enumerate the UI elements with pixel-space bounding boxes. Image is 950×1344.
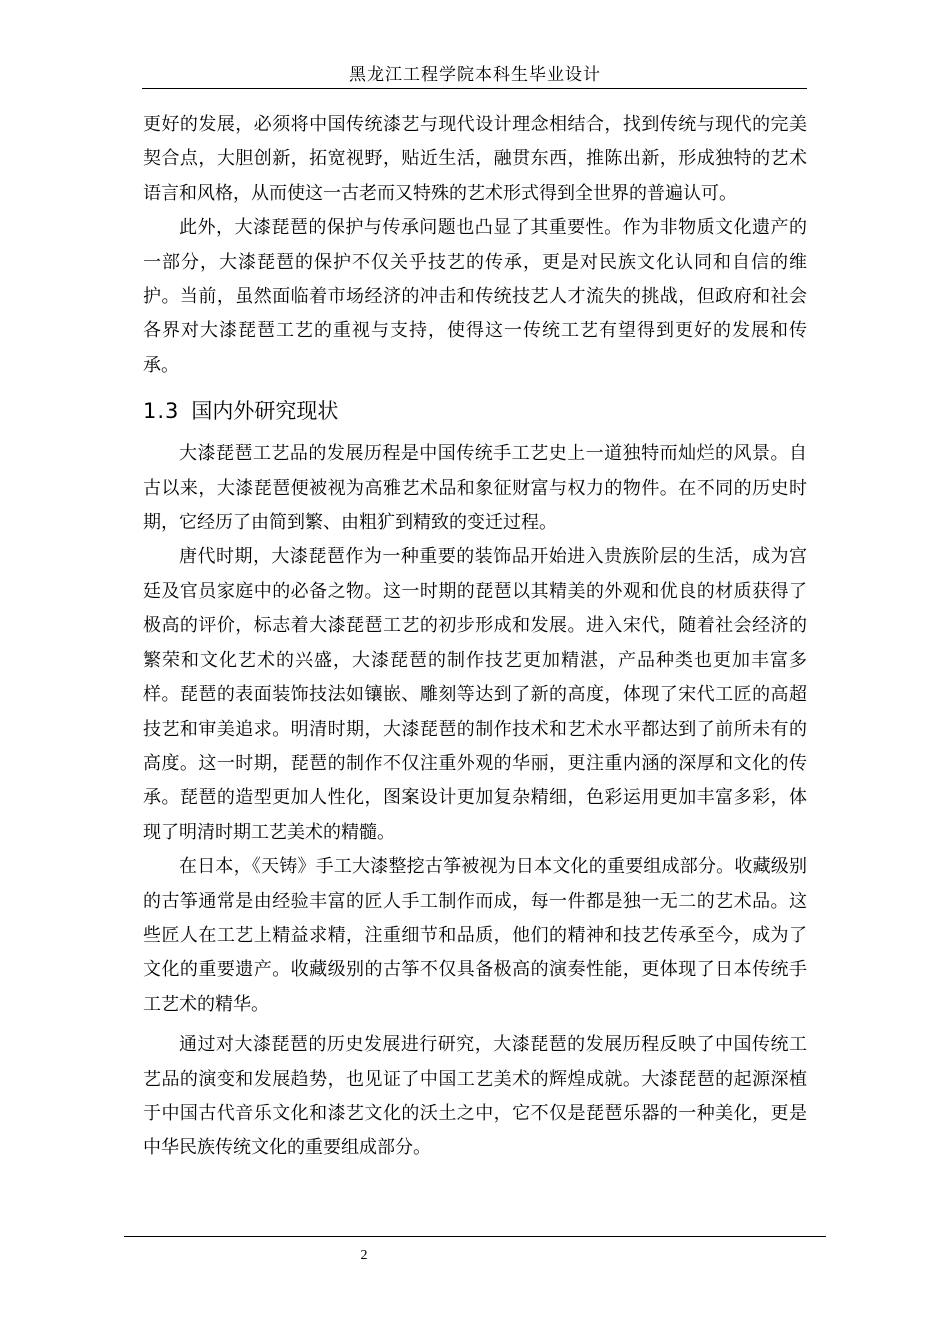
page-number: 2 xyxy=(360,1248,368,1263)
section-number: 1.3 xyxy=(143,399,180,424)
section-heading xyxy=(143,393,807,429)
paragraph-preservation: 此外，大漆琵琶的保护与传承问题也凸显了其重要性。作为非物质文化遗产的一部分，大漆琵琶的保护不仅关乎技艺的传承，更是对民族文化认同和自信的维护。当前，虽然面临着市场经济的冲击和传统技艺人才流失的挑战，但政府和社会各界对大漆琵琶工艺的重视与支持，使得这一传统工艺有望得到更好的发展和传承。 xyxy=(143,217,807,376)
footer-rule xyxy=(124,1236,826,1237)
paragraph-continued: 更好的发展，必须将中国传统漆艺与现代设计理念相结合，找到传统与现代的完美契合点，大胆创新，拓宽视野，贴近生活，融贯东西，推陈出新，形成独特的艺术语言和风格，从而使这一古老而又特殊的艺术形式得到全世界的普遍认可。 xyxy=(143,114,807,204)
paragraph-history-overview: 大漆琵琶工艺品的发展历程是中国传统手工艺史上一道独特而灿烂的风景。自古以来，大漆琵琶便被视为高雅艺术品和象征财富与权力的物件。在不同的历史时期，它经历了由简到繁、由粗犷到精致的变迁过程。 xyxy=(143,443,807,534)
running-header-title: 黑龙江工程学院本科生毕业设计 xyxy=(349,65,601,85)
paragraph-conclusion: 通过对大漆琵琶的历史发展进行研究，大漆琵琶的发展历程反映了中国传统工艺品的演变和发展趋势，也见证了中国工艺美术的辉煌成就。大漆琵琶的起源深植于中国古代音乐文化和漆艺文化的沃土之中，它不仅是琵琶乐器的一种美化，更是中华民族传统文化的重要组成部分。 xyxy=(143,1034,807,1159)
body-text xyxy=(143,108,807,1166)
header-rule xyxy=(142,88,807,89)
paragraph-japan: 在日本，《天铸》手工大漆整挖古筝被视为日本文化的重要组成部分。收藏级别的古筝通常是由经验丰富的匠人手工制作而成，每一件都是独一无二的艺术品。这些匠人在工艺上精益求精，注重细节和品质，他们的精神和技艺传承至今，成为了文化的重要遗产。收藏级别的古筝不仅具备极高的演奏性能，更体现了日本传统手工艺术的精华。 xyxy=(143,856,807,1015)
section-title: 国内外研究现状 xyxy=(191,399,339,424)
paragraph-dynasties: 唐代时期，大漆琵琶作为一种重要的装饰品开始进入贵族阶层的生活，成为宫廷及官员家庭中的必备之物。这一时期的琵琶以其精美的外观和优良的材质获得了极高的评价，标志着大漆琵琶工艺的初步形成和发展。进入宋代，随着社会经济的繁荣和文化艺术的兴盛，大漆琵琶的制作技艺更加精湛，产品种类也更加丰富多样。琵琶的表面装饰技法如镶嵌、雕刻等达到了新的高度，体现了宋代工匠的高超技艺和审美追求。明清时期，大漆琵琶的制作技术和艺术水平都达到了前所未有的高度。这一时期，琵琶的制作不仅注重外观的华丽，更注重内涵的深厚和文化的传承。琵琶的造型更加人性化，图案设计更加复杂精细，色彩运用更加丰富多彩，体现了明清时期工艺美术的精髓。 xyxy=(143,546,807,843)
